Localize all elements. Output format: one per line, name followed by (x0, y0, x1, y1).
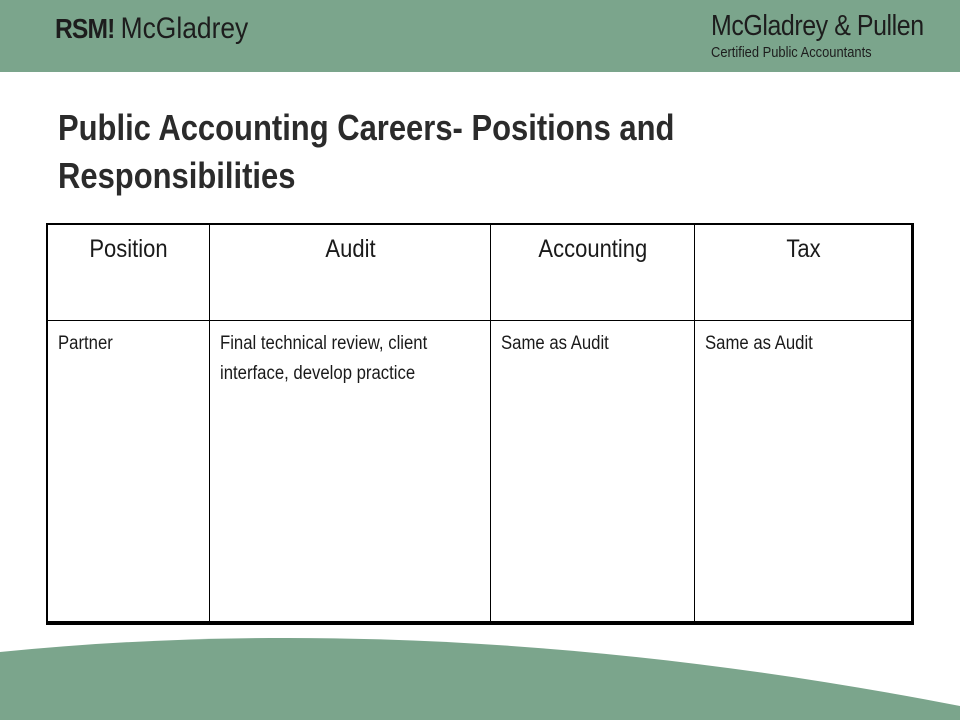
cell-text: Same as Audit (705, 333, 813, 354)
logo-exclamation-mark: ! (107, 13, 116, 44)
logo-rsm-text: RSM (55, 13, 108, 44)
cell-accounting (491, 321, 695, 622)
header-cell-tax (695, 225, 913, 321)
table-header-row (48, 225, 913, 321)
cell-text: Same as Audit (501, 333, 609, 354)
slide-title-line-1: Public Accounting Careers- Positions and (58, 107, 675, 148)
header-label: Audit (324, 235, 376, 263)
header-cell-audit (210, 225, 491, 321)
cell-tax (695, 321, 913, 622)
logo-firm-tagline: Certified Public Accountants (711, 44, 872, 61)
mcgladrey-pullen-logo (711, 10, 924, 62)
cell-text: Partner (58, 333, 113, 354)
header-cell-position (48, 225, 210, 321)
cell-audit (210, 321, 491, 622)
logo-firm-name: McGladrey & Pullen (711, 10, 924, 42)
header-cell-accounting (491, 225, 695, 321)
slide-title (58, 104, 815, 200)
header-label: Accounting (538, 235, 647, 263)
slide-title-line-2: Responsibilities (58, 155, 296, 196)
rsm-mcgladrey-logo (55, 12, 248, 52)
table-row (48, 321, 913, 622)
header-label: Position (89, 235, 168, 263)
cell-position (48, 321, 210, 622)
header-label: Tax (786, 235, 821, 263)
cell-text: Final technical review, client interface, develop practice (220, 333, 428, 384)
positions-table (46, 223, 914, 625)
footer-wave-shape (0, 638, 960, 720)
logo-mcgladrey-text: McGladrey (120, 12, 249, 45)
